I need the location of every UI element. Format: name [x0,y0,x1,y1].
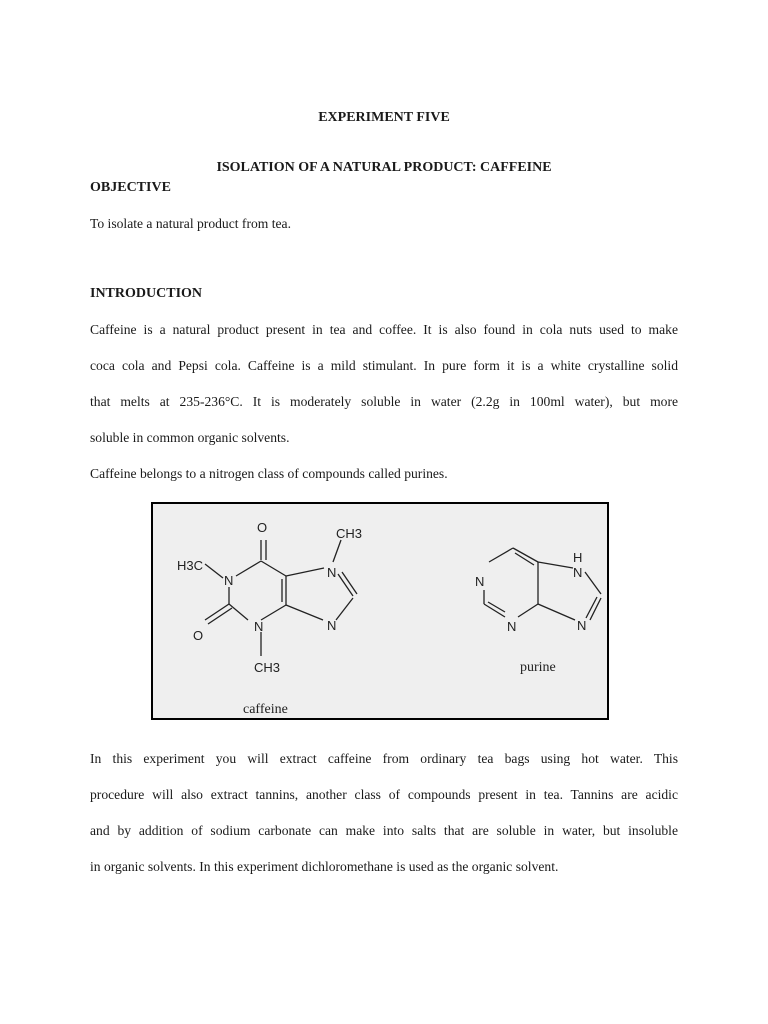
introduction-line: Caffeine is a natural product present in tea and coffee. It is also found in cola nuts used to make [90,322,678,337]
caffeine-oxygen-label: O [193,628,204,643]
chemical-structures-diagram [153,504,607,718]
caffeine-nitrogen-label: N [327,618,337,633]
caffeine-nitrogen-label: N [224,573,234,588]
introduction-line: soluble in common organic solvents. [90,430,290,445]
experiment-line: procedure will also extract tannins, another class of compounds present in tea. Tannins are acidic [90,787,678,802]
experiment-paragraph [90,751,678,895]
purine-nitrogen-label: N [475,574,485,589]
purine-caption: purine [520,660,556,675]
document-subtitle: ISOLATION OF A NATURAL PRODUCT: CAFFEINE [216,160,552,175]
purine-nitrogen-label: N [577,618,587,633]
experiment-line: and by addition of sodium carbonate can make into salts that are soluble in water, but insoluble [90,823,678,838]
caffeine-methyl-bottom-label: CH3 [254,660,281,675]
introduction-paragraph [90,322,678,466]
document-title: EXPERIMENT FIVE [318,110,450,125]
caffeine-methyl-left-label: H3C [177,558,204,573]
purine-hydrogen-label: H [573,550,583,565]
caffeine-oxygen-label: O [257,520,268,535]
purines-sentence: Caffeine belongs to a nitrogen class of compounds called purines. [90,466,448,481]
objective-text: To isolate a natural product from tea. [90,216,291,231]
introduction-line: coca cola and Pepsi cola. Caffeine is a mild stimulant. In pure form it is a white crystalline solid [90,358,678,373]
experiment-line: In this experiment you will extract caffeine from ordinary tea bags using hot water. This [90,751,678,766]
introduction-line: that melts at 235-236°C. It is moderately soluble in water (2.2g in 100ml water), but more [90,394,678,409]
caffeine-nitrogen-label: N [254,619,264,634]
caffeine-methyl-top-label: CH3 [336,526,363,541]
purine-nitrogen-label: N [573,565,583,580]
objective-heading: OBJECTIVE [90,180,171,195]
introduction-heading: INTRODUCTION [90,286,203,301]
caffeine-caption: caffeine [243,702,288,717]
structure-figure [151,502,609,720]
experiment-line: in organic solvents. In this experiment dichloromethane is used as the organic solvent. [90,859,559,874]
caffeine-nitrogen-label: N [327,565,337,580]
purine-nitrogen-label: N [507,619,517,634]
